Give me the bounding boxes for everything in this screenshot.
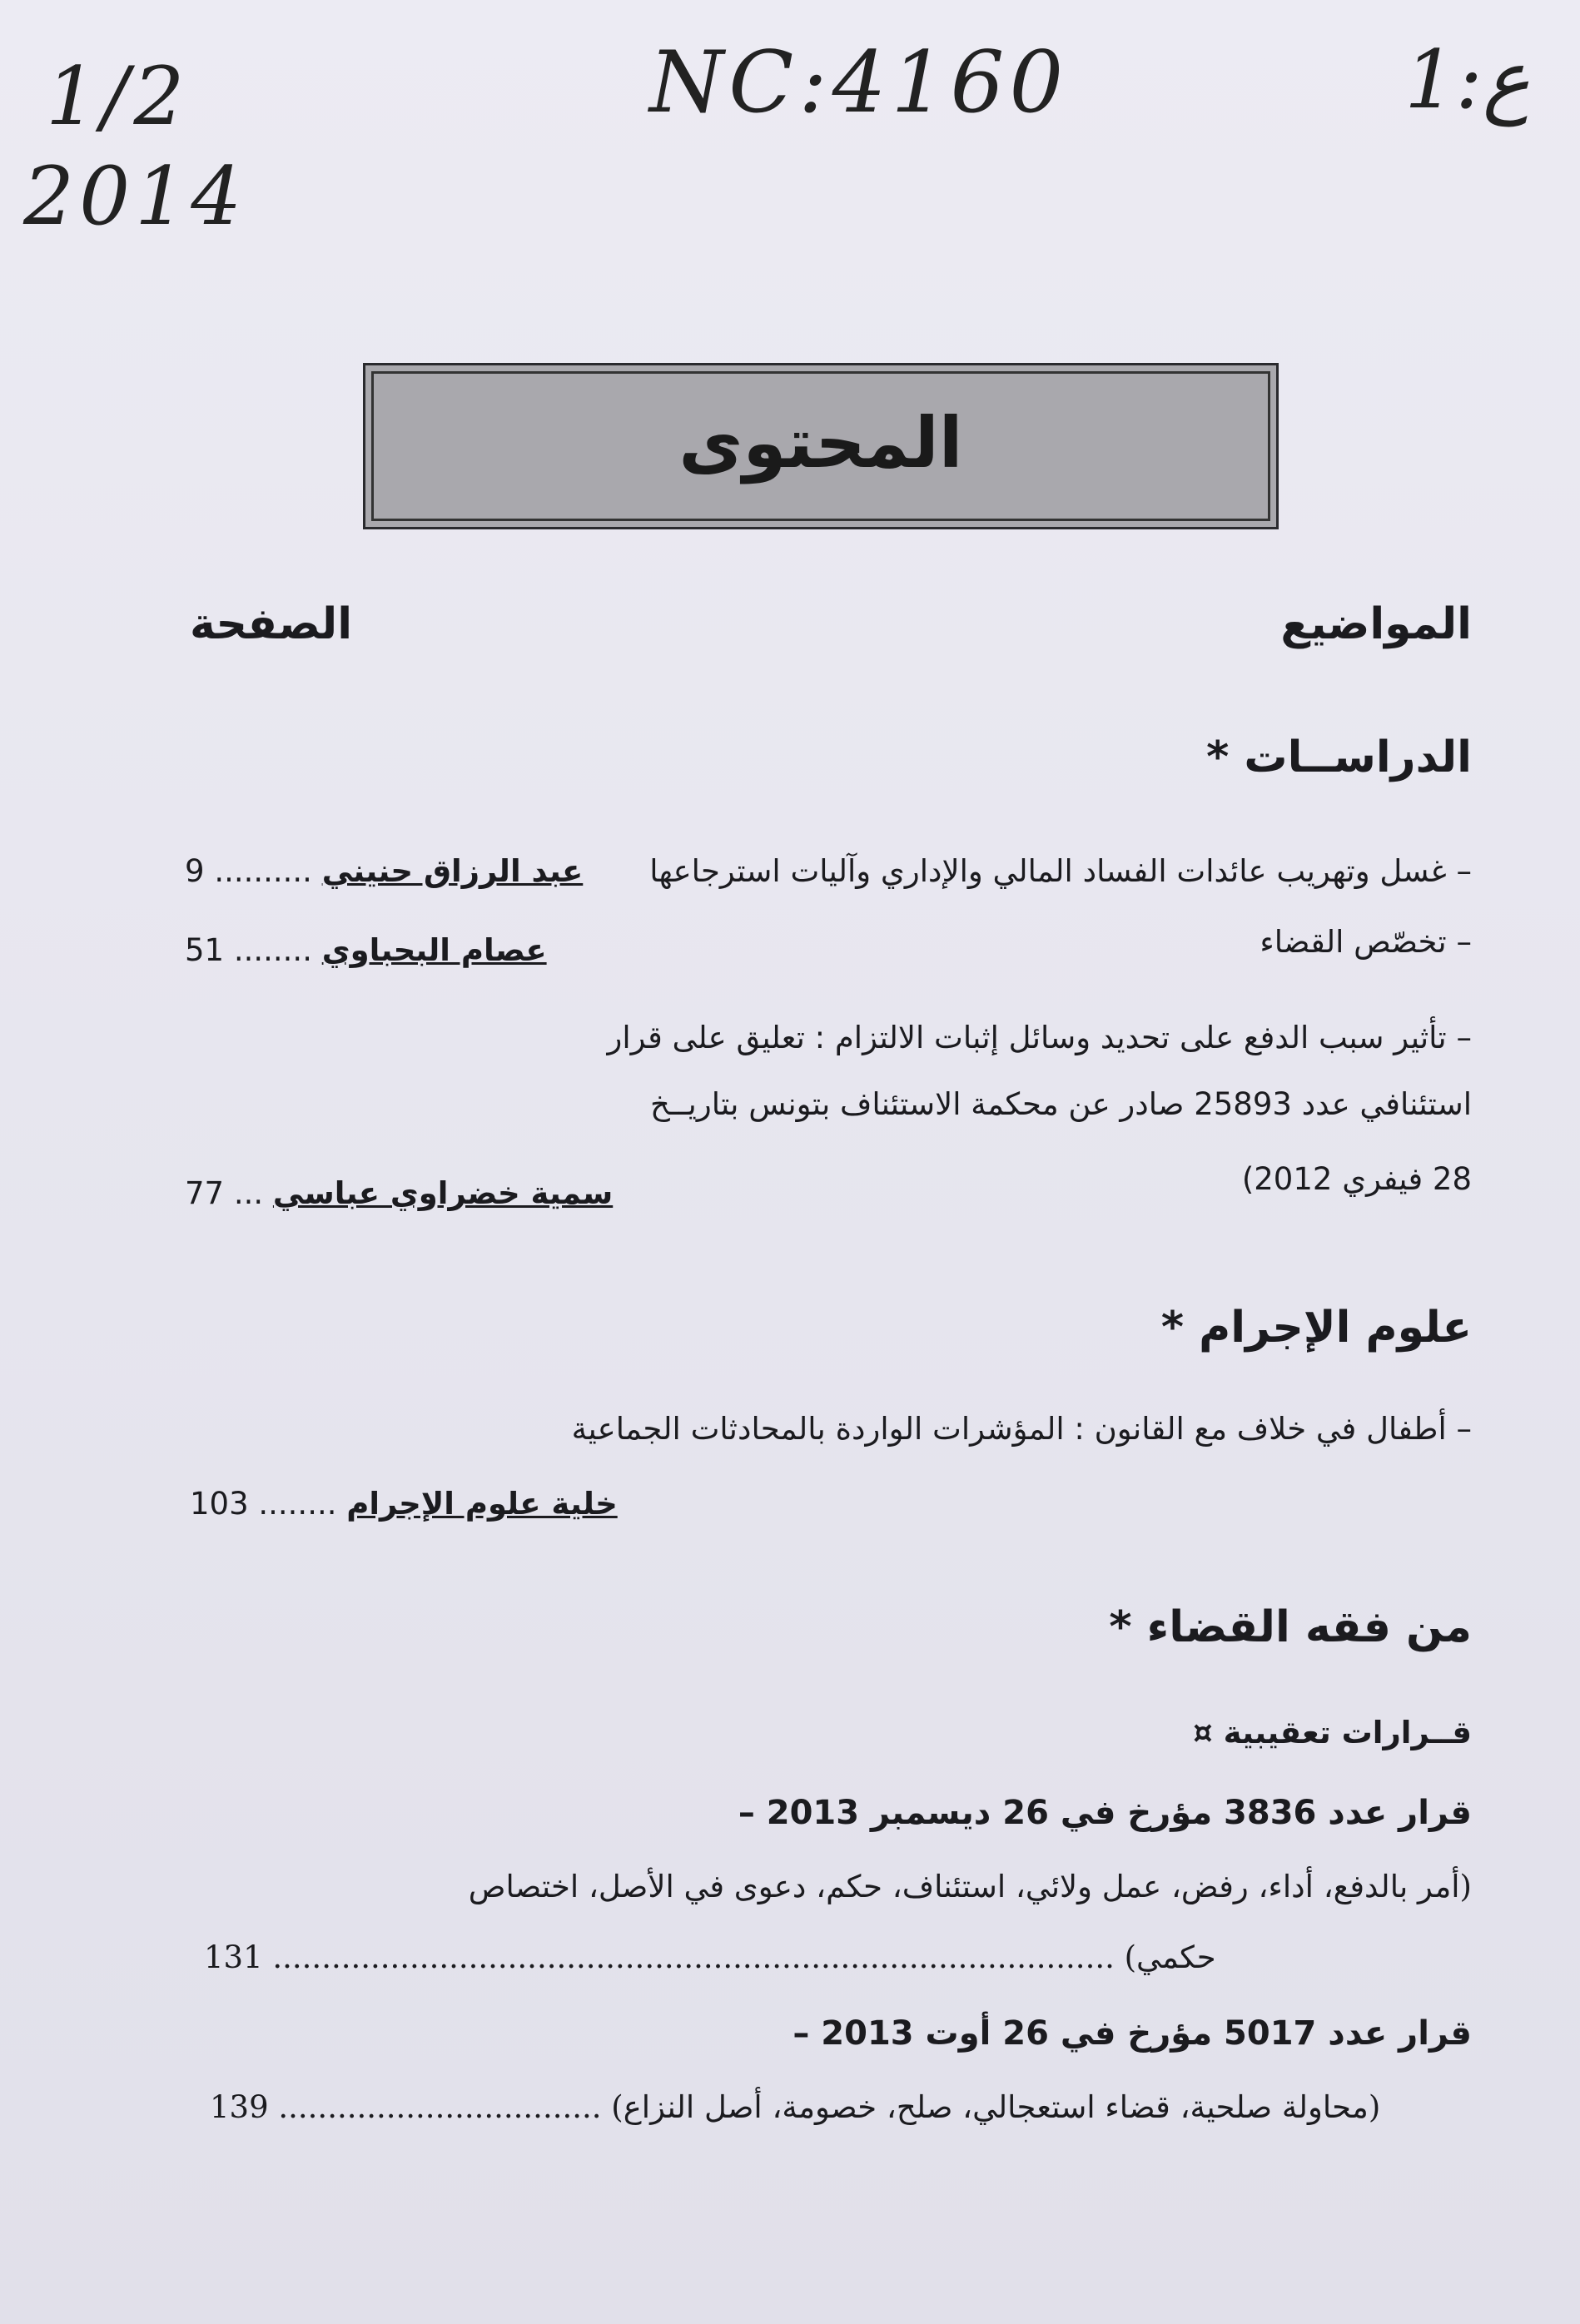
study-3-author: سمية خضراوي عباسي xyxy=(272,1175,614,1211)
study-3-line-2: استئنافي عدد 25893 صادر عن محكمة الاستئناف بتونس بتاريــخ xyxy=(649,1086,1472,1122)
decision-2-keywords: (محاولة صلحية، قضاء استعجالي، صلح، خصومة، أصل النزاع) xyxy=(611,2089,1381,2125)
study-3-line-1: – تأثير سبب الدفع على تحديد وسائل إثبات الالتزام : تعليق على قرار xyxy=(607,1020,1472,1055)
study-1-author: عبد الرزاق حنيني xyxy=(321,853,584,889)
decision-2-dots: ................................. xyxy=(278,2089,612,2125)
study-3-page: 77 xyxy=(185,1175,225,1211)
decision-1-dots: ...................................................................................... xyxy=(272,1939,1125,1975)
study-3-dots: ... xyxy=(233,1175,273,1211)
decision-1-keywords-line-1: (أمر بالدفع، أداء، رفض، عمل ولائي، استئناف، حكم، دعوى في الأصل، اختصاص xyxy=(468,1869,1472,1904)
decision-2-title: – قرار عدد 5017 مؤرخ في 26 أوت 2013 xyxy=(792,2014,1472,2053)
criminology-dots: ........ xyxy=(258,1486,347,1522)
decision-2-keywords-line xyxy=(210,2089,1380,2125)
study-1-entry xyxy=(185,853,583,889)
study-1-title: – غسل وتهريب عائدات الفساد المالي والإداري وآليات استرجاعها xyxy=(649,853,1472,889)
study-1-page: 9 xyxy=(185,853,205,889)
section-studies-heading: * الدراســات xyxy=(1206,732,1472,782)
handwritten-year: 2014 xyxy=(23,150,247,243)
handwritten-number: 1:ع xyxy=(1404,33,1530,127)
criminology-item-title: – أطفال في خلاف مع القانون : المؤشرات الواردة بالمحادثات الجماعية xyxy=(571,1411,1472,1447)
title-box xyxy=(363,363,1279,529)
section-criminology-heading: * علوم الإجرام xyxy=(1160,1303,1472,1353)
study-1-dots: .......... xyxy=(214,853,322,889)
decision-1-page: 131 xyxy=(204,1939,263,1975)
decision-1-keywords-line-2 xyxy=(204,1939,1216,1975)
handwritten-reference: NC:4160 xyxy=(649,33,1069,132)
study-2-title: – تخصّص القضاء xyxy=(1260,924,1472,960)
topics-header: المواضيع xyxy=(1280,599,1472,649)
criminology-page: 103 xyxy=(190,1486,249,1522)
section-jurisprudence-heading: * من فقه القضاء xyxy=(1109,1602,1472,1652)
study-2-author: عصام البحباوي xyxy=(321,932,547,968)
study-3-entry xyxy=(185,1175,613,1211)
decision-1-title: – قرار عدد 3836 مؤرخ في 26 ديسمبر 2013 xyxy=(738,1794,1472,1832)
study-2-entry xyxy=(185,932,547,968)
study-3-line-3: 28 فيفري 2012) xyxy=(1241,1161,1472,1197)
cassation-decisions-subheading: ¤ قــرارات تعقيبية xyxy=(1193,1715,1472,1750)
page-header: الصفحة xyxy=(190,599,353,649)
criminology-author: خلية علوم الإجرام xyxy=(346,1486,618,1522)
criminology-entry xyxy=(190,1486,618,1522)
decision-2-page: 139 xyxy=(210,2089,269,2125)
decision-1-keywords-end: حكمي) xyxy=(1124,1939,1216,1975)
study-2-dots: ........ xyxy=(233,932,322,968)
page-title: المحتوى xyxy=(678,402,963,484)
handwritten-volume: 1/2 xyxy=(46,50,190,143)
study-2-page: 51 xyxy=(185,932,225,968)
